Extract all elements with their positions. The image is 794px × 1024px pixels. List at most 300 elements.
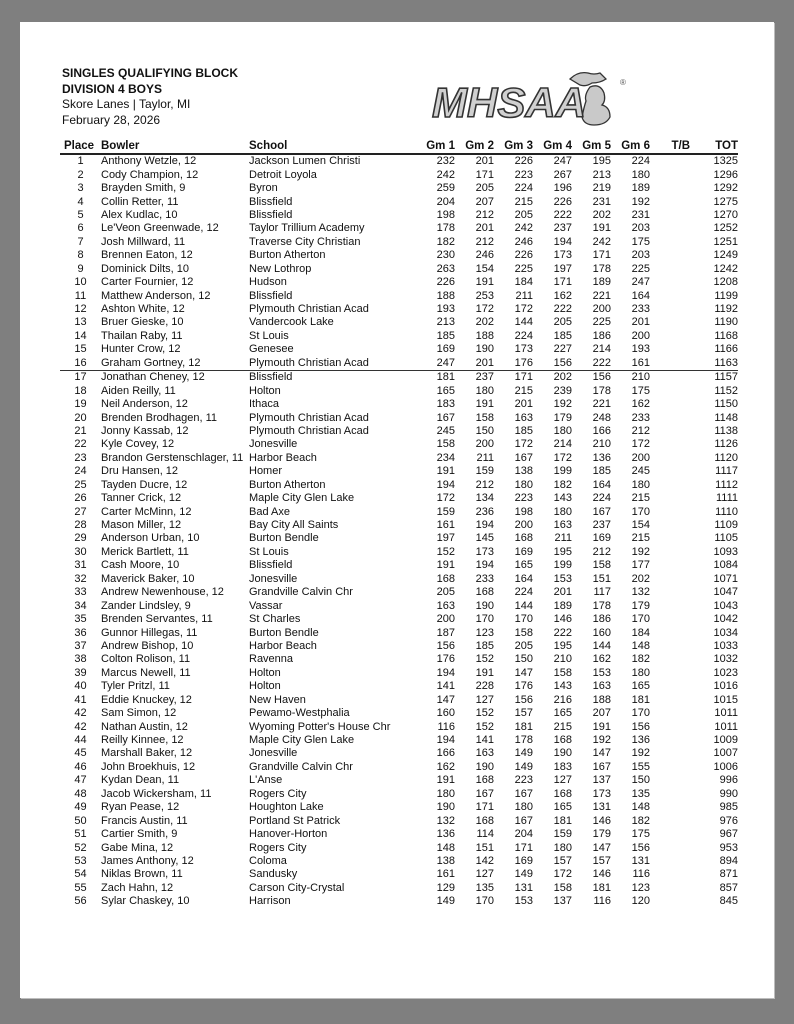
cell-gm6: 132 <box>631 586 650 599</box>
cell-gm3: 223 <box>514 492 533 505</box>
cell-gm2: 134 <box>475 492 494 505</box>
table-row <box>60 882 738 895</box>
cell-school: Jonesville <box>249 572 298 585</box>
cell-gm3: 180 <box>514 478 533 491</box>
cell-gm4: 153 <box>553 572 572 585</box>
cell-gm3: 168 <box>514 532 533 545</box>
cell-gm2: 171 <box>475 801 494 814</box>
cell-gm1: 198 <box>436 208 455 221</box>
cell-school: L'Anse <box>249 774 283 787</box>
cell-bowler: Nathan Austin, 12 <box>101 720 188 733</box>
col-gm5: Gm 5 <box>572 139 611 154</box>
cell-tiebreak <box>650 182 690 195</box>
cell-gm3: 225 <box>514 262 533 275</box>
cell-gm6: 215 <box>631 492 650 505</box>
cell-tiebreak <box>650 303 690 316</box>
cell-gm2: 142 <box>475 854 494 867</box>
cell-place: 32 <box>74 572 87 585</box>
cell-place: 13 <box>74 316 87 329</box>
cell-total: 1163 <box>690 357 738 371</box>
cell-gm5: 207 <box>592 707 611 720</box>
cell-gm1: 191 <box>436 774 455 787</box>
cell-place: 36 <box>74 626 87 639</box>
cell-gm1: 160 <box>436 707 455 720</box>
division-label: DIVISION 4 BOYS <box>62 81 163 96</box>
cell-gm4: 189 <box>553 599 572 612</box>
cell-gm6: 181 <box>631 693 650 706</box>
cell-gm1: 194 <box>436 666 455 679</box>
cell-bowler: Marcus Newell, 11 <box>101 666 191 679</box>
cell-gm1: 190 <box>436 801 455 814</box>
cell-gm5: 212 <box>592 545 611 558</box>
table-row <box>60 694 738 707</box>
cell-bowler: Le'Veon Greenwade, 12 <box>101 222 219 235</box>
cell-bowler: John Broekhuis, 12 <box>101 760 196 773</box>
cell-place: 42 <box>74 720 87 733</box>
cell-gm1: 165 <box>436 384 455 397</box>
mhsaa-logo-text: MHSAA <box>432 79 586 126</box>
cell-gm3: 215 <box>514 195 533 208</box>
cell-gm6: 192 <box>631 747 650 760</box>
cell-gm5: 248 <box>592 411 611 424</box>
cell-gm5: 169 <box>592 532 611 545</box>
table-row <box>60 734 738 747</box>
table-row <box>60 492 738 505</box>
cell-tiebreak <box>650 371 690 385</box>
cell-school: Holton <box>249 384 281 397</box>
table-row <box>60 546 738 559</box>
table-row <box>60 289 738 302</box>
cell-tiebreak <box>650 249 690 262</box>
cell-place: 46 <box>74 760 87 773</box>
cell-gm3: 184 <box>514 276 533 289</box>
cell-gm6: 177 <box>631 559 650 572</box>
cell-school: Plymouth Christian Acad <box>249 303 369 316</box>
cell-gm5: 179 <box>592 828 611 841</box>
cell-gm4: 222 <box>553 208 572 221</box>
cell-total: 1084 <box>713 559 738 572</box>
cell-place: 40 <box>74 680 87 693</box>
cell-gm1: 169 <box>436 343 455 356</box>
cell-bowler: Jacob Wickersham, 11 <box>101 787 212 800</box>
cell-bowler: Hunter Crow, 12 <box>101 343 181 356</box>
cell-gm1: 205 <box>436 586 455 599</box>
cell-bowler: Brayden Smith, 9 <box>101 182 186 195</box>
cell-gm1: 158 <box>436 438 455 451</box>
cell-gm3: 181 <box>514 720 533 733</box>
cell-gm5: 151 <box>592 572 611 585</box>
cell-gm4: 239 <box>553 384 572 397</box>
table-row <box>60 479 738 492</box>
cell-gm2: 190 <box>475 760 494 773</box>
cell-tiebreak <box>650 788 690 801</box>
cell-gm5: 222 <box>572 357 611 371</box>
table-row <box>60 626 738 639</box>
cell-gm2: 200 <box>475 438 494 451</box>
cell-total: 990 <box>719 787 738 800</box>
cell-gm4: 202 <box>553 371 572 384</box>
cell-bowler: Mason Miller, 12 <box>101 519 182 532</box>
cell-gm2: 152 <box>475 707 494 720</box>
cell-gm4: 216 <box>553 693 572 706</box>
cell-school: New Haven <box>249 693 306 706</box>
cell-bowler: Brennen Eaton, 12 <box>101 249 193 262</box>
cell-tiebreak <box>650 814 690 827</box>
cell-bowler: Andrew Newenhouse, 12 <box>101 586 224 599</box>
cell-school: St Louis <box>249 329 289 342</box>
cell-gm5: 157 <box>592 854 611 867</box>
table-row <box>60 222 738 235</box>
cell-gm3: 165 <box>514 559 533 572</box>
cell-gm2: 173 <box>475 545 494 558</box>
cell-bowler: Bruer Gieske, 10 <box>101 316 184 329</box>
cell-gm4: 168 <box>553 734 572 747</box>
cell-tiebreak <box>650 559 690 572</box>
cell-total: 1292 <box>713 182 738 195</box>
document-page <box>20 22 774 998</box>
cell-gm3: 171 <box>514 371 533 384</box>
cell-gm3: 215 <box>514 384 533 397</box>
cell-gm3: 156 <box>514 693 533 706</box>
cell-gm3: 172 <box>514 303 533 316</box>
cell-bowler: Niklas Brown, 11 <box>101 868 183 881</box>
table-row <box>60 801 738 814</box>
cell-gm2: 135 <box>475 881 494 894</box>
cell-gm2: 168 <box>475 586 494 599</box>
cell-tiebreak <box>650 828 690 841</box>
cell-place: 53 <box>74 854 87 867</box>
table-row <box>60 532 738 545</box>
cell-tiebreak <box>650 276 690 289</box>
cell-school: Burton Bendle <box>249 626 319 639</box>
cell-bowler: Ashton White, 12 <box>101 303 185 316</box>
cell-gm1: 166 <box>436 747 455 760</box>
cell-gm4: 185 <box>553 329 572 342</box>
cell-gm3: 185 <box>514 424 533 437</box>
cell-gm2: 253 <box>475 289 494 302</box>
cell-gm5: 191 <box>592 222 611 235</box>
cell-school: Burton Bendle <box>249 532 319 545</box>
cell-total: 1242 <box>713 262 738 275</box>
cell-school: Blissfield <box>249 371 293 384</box>
cell-gm3: 178 <box>514 734 533 747</box>
cell-place: 37 <box>74 639 87 652</box>
cell-gm1: 232 <box>436 155 455 168</box>
cell-gm5: 144 <box>592 639 611 652</box>
cell-bowler: Sam Simon, 12 <box>101 707 177 720</box>
cell-gm5: 231 <box>592 195 611 208</box>
cell-school: Harbor Beach <box>249 639 317 652</box>
cell-total: 1120 <box>714 451 738 464</box>
cell-gm3: 223 <box>514 774 533 787</box>
cell-gm6: 203 <box>631 249 650 262</box>
cell-school: Genesee <box>249 343 294 356</box>
cell-tiebreak <box>650 626 690 639</box>
cell-gm4: 227 <box>553 343 572 356</box>
cell-total: 1111 <box>715 492 738 505</box>
table-row <box>60 195 738 208</box>
cell-total: 1105 <box>714 532 738 545</box>
cell-gm6: 210 <box>631 371 650 384</box>
cell-bowler: Graham Gortney, 12 <box>101 357 249 371</box>
table-row <box>60 452 738 465</box>
cell-gm6: 170 <box>631 613 650 626</box>
cell-gm1: 159 <box>436 505 455 518</box>
cell-gm2: 201 <box>475 155 494 168</box>
cell-gm2: 168 <box>475 814 494 827</box>
cell-place: 44 <box>74 734 87 747</box>
cell-place: 6 <box>77 222 84 235</box>
cell-bowler: Anthony Wetzle, 12 <box>101 155 197 168</box>
table-row <box>60 316 738 329</box>
cell-place: 35 <box>74 613 87 626</box>
cell-tiebreak <box>650 438 690 451</box>
table-row <box>60 505 738 518</box>
cell-total: 1270 <box>713 208 738 221</box>
cell-gm1: 185 <box>436 329 455 342</box>
col-gm4: Gm 4 <box>533 139 572 154</box>
cell-gm5: 167 <box>592 505 611 518</box>
cell-gm2: 236 <box>475 505 494 518</box>
cell-gm3: 164 <box>514 572 533 585</box>
cell-bowler: Thailan Raby, 11 <box>101 329 183 342</box>
cell-gm4: 267 <box>553 168 572 181</box>
cell-school: New Lothrop <box>249 262 312 275</box>
cell-gm3: 176 <box>494 357 533 371</box>
cell-gm5: 186 <box>592 613 611 626</box>
cell-school: Burton Atherton <box>249 478 326 491</box>
cell-bowler: Cody Champion, 12 <box>101 168 199 181</box>
cell-gm3: 224 <box>514 182 533 195</box>
cell-gm4: 156 <box>533 357 572 371</box>
cell-place: 28 <box>74 519 87 532</box>
cell-school: Hudson <box>249 276 287 289</box>
cell-gm4: 205 <box>553 316 572 329</box>
cell-gm4: 210 <box>553 653 572 666</box>
cell-gm6: 182 <box>631 653 650 666</box>
cell-school: Harbor Beach <box>249 451 317 464</box>
cell-gm3: 170 <box>514 613 533 626</box>
cell-gm6: 245 <box>631 465 650 478</box>
cell-tiebreak <box>650 492 690 505</box>
cell-gm5: 224 <box>592 492 611 505</box>
cell-place: 38 <box>74 653 87 666</box>
cell-gm3: 167 <box>514 814 533 827</box>
cell-gm3: 153 <box>514 895 533 908</box>
cell-gm1: 172 <box>436 492 455 505</box>
cell-gm5: 164 <box>592 478 611 491</box>
col-total: TOT <box>690 139 738 154</box>
cell-gm5: 153 <box>592 666 611 679</box>
cell-bowler: Gunnor Hillegas, 11 <box>101 626 198 639</box>
cell-school: Vassar <box>249 599 283 612</box>
cell-total: 967 <box>719 828 738 841</box>
cell-bowler: Brenden Servantes, 11 <box>101 613 213 626</box>
cell-place: 22 <box>74 438 87 451</box>
cell-tiebreak <box>650 452 690 465</box>
cell-gm5: 242 <box>592 235 611 248</box>
cell-gm6: 165 <box>631 680 650 693</box>
cell-gm2: 194 <box>475 519 494 532</box>
results-table <box>60 139 738 909</box>
cell-total: 845 <box>719 895 738 908</box>
cell-bowler: Matthew Anderson, 12 <box>101 289 211 302</box>
cell-bowler: Reilly Kinnee, 12 <box>101 734 184 747</box>
cell-gm1: 156 <box>436 639 455 652</box>
cell-gm3: 138 <box>514 465 533 478</box>
cell-place: 31 <box>74 559 87 572</box>
cell-tiebreak <box>650 532 690 545</box>
cell-tiebreak <box>650 868 690 881</box>
cell-place: 29 <box>74 532 87 545</box>
table-row <box>60 343 738 356</box>
cell-place: 48 <box>74 787 87 800</box>
cell-school: Houghton Lake <box>249 801 324 814</box>
cell-gm6: 148 <box>631 639 650 652</box>
cell-tiebreak <box>650 465 690 478</box>
cell-bowler: Zander Lindsley, 9 <box>101 599 191 612</box>
cell-tiebreak <box>650 855 690 868</box>
cell-gm4: 196 <box>553 182 572 195</box>
cell-gm6: 233 <box>631 303 650 316</box>
table-row <box>60 438 738 451</box>
cell-gm5: 166 <box>592 424 611 437</box>
cell-gm4: 190 <box>553 747 572 760</box>
document-title: SINGLES QUALIFYING BLOCK <box>62 66 239 80</box>
cell-gm3: 226 <box>514 155 533 168</box>
cell-gm6: 225 <box>631 262 650 275</box>
cell-tiebreak <box>650 316 690 329</box>
cell-gm6: 179 <box>631 599 650 612</box>
cell-tiebreak <box>650 640 690 653</box>
cell-school: Taylor Trillium Academy <box>249 222 365 235</box>
table-row <box>60 236 738 249</box>
cell-place: 9 <box>77 262 84 275</box>
cell-gm2: 246 <box>475 249 494 262</box>
cell-gm3: 171 <box>514 841 533 854</box>
cell-gm6: 161 <box>611 357 650 371</box>
cell-bowler: Kydan Dean, 11 <box>101 774 180 787</box>
table-header-row <box>60 139 738 154</box>
cell-gm2: 145 <box>475 532 494 545</box>
cell-place: 14 <box>74 329 87 342</box>
cell-gm6: 156 <box>631 720 650 733</box>
cell-gm2: 123 <box>475 626 494 639</box>
cell-tiebreak <box>650 895 690 908</box>
cell-tiebreak <box>650 680 690 693</box>
cell-gm1: 194 <box>436 478 455 491</box>
cell-gm4: 168 <box>553 787 572 800</box>
col-tiebreak: T/B <box>650 139 690 154</box>
cell-place: 7 <box>77 235 84 248</box>
cell-gm4: 197 <box>553 262 572 275</box>
cell-total: 1071 <box>713 572 738 585</box>
cell-gm4: 137 <box>553 895 572 908</box>
cell-gm4: 173 <box>553 249 572 262</box>
cell-gm6: 247 <box>631 276 650 289</box>
col-school: School <box>249 139 419 154</box>
cell-gm5: 192 <box>592 734 611 747</box>
cell-gm6: 135 <box>631 787 650 800</box>
cell-school: Blissfield <box>249 208 293 221</box>
cell-total: 1032 <box>713 653 738 666</box>
table-row <box>60 263 738 276</box>
table-row <box>60 465 738 478</box>
cell-gm4: 222 <box>553 303 572 316</box>
cell-total: 1208 <box>713 276 738 289</box>
cell-tiebreak <box>650 519 690 532</box>
cell-gm6: 123 <box>631 881 650 894</box>
cell-bowler: James Anthony, 12 <box>101 854 194 867</box>
table-row <box>60 707 738 720</box>
cell-tiebreak <box>650 236 690 249</box>
cell-gm1: 182 <box>436 235 455 248</box>
cell-bowler: Carter McMinn, 12 <box>101 505 192 518</box>
cell-total: 1168 <box>714 329 738 342</box>
cell-gm4: 143 <box>553 492 572 505</box>
cell-gm6: 231 <box>631 208 650 221</box>
cell-place: 50 <box>74 814 87 827</box>
cell-gm1: 147 <box>436 693 455 706</box>
cell-school: Maple City Glen Lake <box>249 734 355 747</box>
cell-total: 1109 <box>714 519 738 532</box>
cell-gm3: 157 <box>514 707 533 720</box>
cell-school: St Charles <box>249 613 301 626</box>
cell-gm3: 223 <box>514 168 533 181</box>
table-row <box>60 855 738 868</box>
cell-gm1: 213 <box>436 316 455 329</box>
cell-place: 51 <box>74 828 87 841</box>
cell-gm3: 149 <box>514 747 533 760</box>
cell-gm1: 180 <box>436 787 455 800</box>
cell-gm2: 163 <box>475 747 494 760</box>
cell-gm4: 180 <box>553 424 572 437</box>
cell-gm2: 188 <box>475 329 494 342</box>
cell-gm2: 212 <box>475 478 494 491</box>
cell-gm1: 167 <box>436 411 455 424</box>
cell-gm2: 212 <box>475 235 494 248</box>
cell-place: 8 <box>77 249 84 262</box>
cell-bowler: Zach Hahn, 12 <box>101 881 174 894</box>
cell-gm3: 169 <box>514 545 533 558</box>
cell-bowler: Kyle Covey, 12 <box>101 438 175 451</box>
cell-bowler: Sylar Chaskey, 10 <box>101 895 190 908</box>
cell-school: Vandercook Lake <box>249 316 334 329</box>
cell-gm3: 224 <box>514 586 533 599</box>
cell-gm3: 172 <box>514 438 533 451</box>
cell-gm6: 170 <box>631 707 650 720</box>
cell-bowler: Jonny Kassab, 12 <box>101 424 189 437</box>
mhsaa-logo <box>430 67 630 127</box>
cell-gm2: 233 <box>475 572 494 585</box>
cell-gm1: 148 <box>436 841 455 854</box>
cell-place: 55 <box>74 881 87 894</box>
cell-total: 1023 <box>713 666 738 679</box>
cell-gm6: 172 <box>631 438 650 451</box>
table-row <box>60 814 738 827</box>
cell-gm6: 184 <box>631 626 650 639</box>
cell-gm5: 171 <box>592 249 611 262</box>
cell-tiebreak <box>650 222 690 235</box>
cell-bowler: Dominick Dilts, 10 <box>101 262 190 275</box>
cell-gm6: 131 <box>631 854 650 867</box>
cell-gm5: 213 <box>592 168 611 181</box>
cell-tiebreak <box>650 505 690 518</box>
cell-place: 49 <box>74 801 87 814</box>
cell-gm2: 150 <box>475 424 494 437</box>
cell-gm5: 162 <box>592 653 611 666</box>
cell-place: 17 <box>74 371 87 384</box>
